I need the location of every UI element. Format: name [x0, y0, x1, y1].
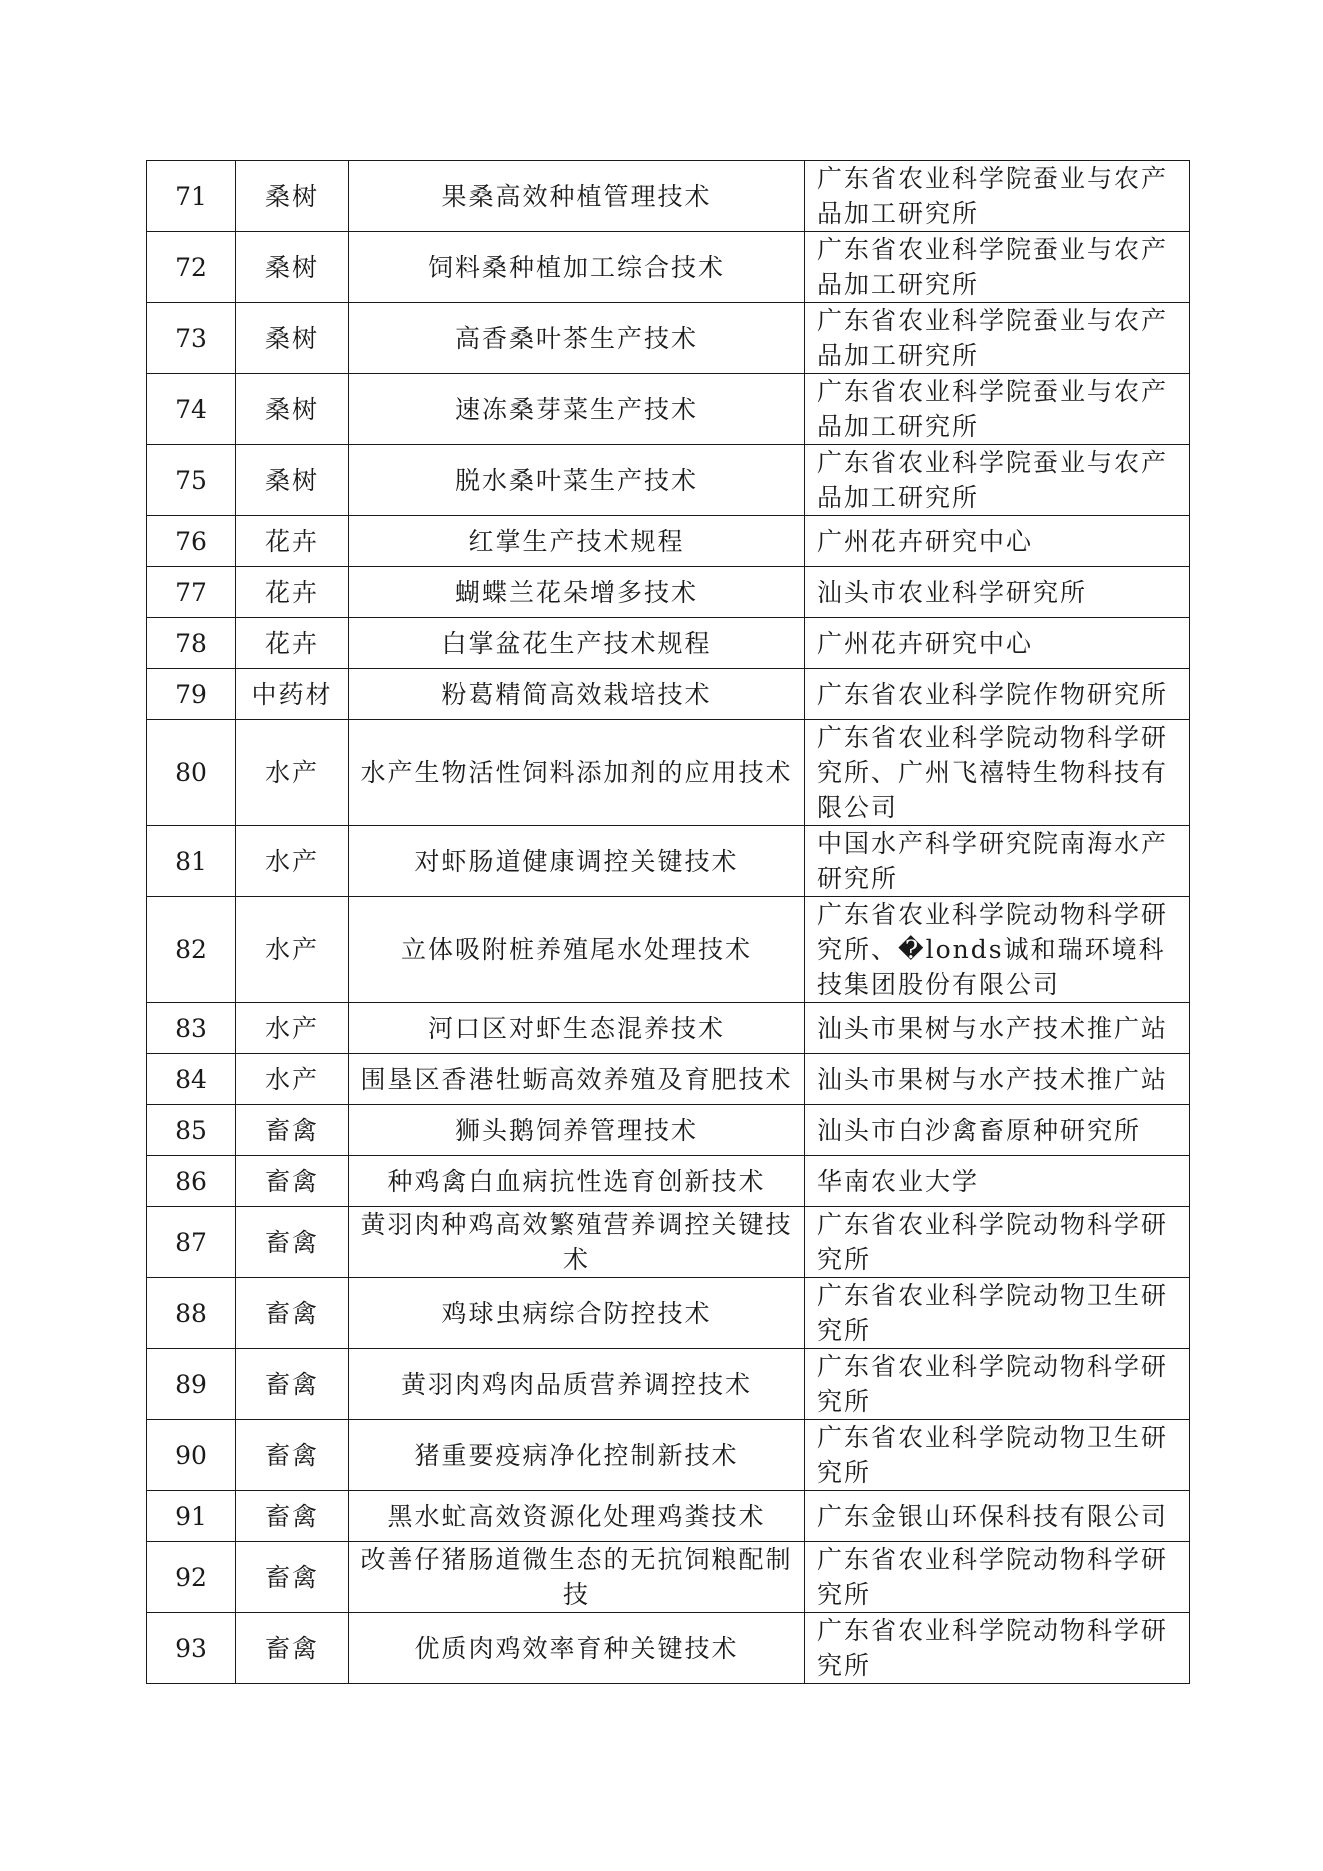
organization-cell: 广东金银山环保科技有限公司	[805, 1491, 1190, 1542]
category-cell: 畜禽	[236, 1278, 349, 1349]
category-cell: 桑树	[236, 161, 349, 232]
technology-cell: 围垦区香港牡蛎高效养殖及育肥技术	[349, 1054, 805, 1105]
technology-cell: 果桑高效种植管理技术	[349, 161, 805, 232]
organization-cell: 中国水产科学研究院南海水产研究所	[805, 826, 1190, 897]
category-cell: 水产	[236, 1054, 349, 1105]
table-row	[147, 445, 1190, 516]
category-cell: 桑树	[236, 374, 349, 445]
row-number: 93	[147, 1613, 236, 1684]
table-row	[147, 1349, 1190, 1420]
table-row	[147, 897, 1190, 1003]
category-cell: 花卉	[236, 567, 349, 618]
category-cell: 花卉	[236, 516, 349, 567]
technology-cell: 速冻桑芽菜生产技术	[349, 374, 805, 445]
table-row	[147, 1054, 1190, 1105]
category-cell: 花卉	[236, 618, 349, 669]
row-number: 78	[147, 618, 236, 669]
technology-cell: 鸡球虫病综合防控技术	[349, 1278, 805, 1349]
category-cell: 畜禽	[236, 1613, 349, 1684]
row-number: 82	[147, 897, 236, 1003]
organization-cell: 汕头市白沙禽畜原种研究所	[805, 1105, 1190, 1156]
row-number: 89	[147, 1349, 236, 1420]
row-number: 87	[147, 1207, 236, 1278]
row-number: 74	[147, 374, 236, 445]
technology-cell: 黄羽肉种鸡高效繁殖营养调控关键技术	[349, 1207, 805, 1278]
technology-cell: 红掌生产技术规程	[349, 516, 805, 567]
category-cell: 畜禽	[236, 1491, 349, 1542]
row-number: 81	[147, 826, 236, 897]
technology-cell: 猪重要疫病净化控制新技术	[349, 1420, 805, 1491]
row-number: 76	[147, 516, 236, 567]
row-number: 91	[147, 1491, 236, 1542]
technology-cell: 优质肉鸡效率育种关键技术	[349, 1613, 805, 1684]
category-cell: 中药材	[236, 669, 349, 720]
category-cell: 畜禽	[236, 1207, 349, 1278]
organization-cell: 广东省农业科学院动物科学研究所	[805, 1349, 1190, 1420]
table-row	[147, 232, 1190, 303]
technology-cell: 高香桑叶茶生产技术	[349, 303, 805, 374]
organization-cell: 汕头市农业科学研究所	[805, 567, 1190, 618]
table-row	[147, 516, 1190, 567]
organization-cell: 广东省农业科学院作物研究所	[805, 669, 1190, 720]
table-row	[147, 1420, 1190, 1491]
organization-cell: 广东省农业科学院动物科学研究所	[805, 1542, 1190, 1613]
technology-cell: 水产生物活性饲料添加剂的应用技术	[349, 720, 805, 826]
technology-table	[146, 160, 1190, 1684]
technology-cell: 种鸡禽白血病抗性选育创新技术	[349, 1156, 805, 1207]
category-cell: 桑树	[236, 445, 349, 516]
table-row	[147, 1105, 1190, 1156]
category-cell: 桑树	[236, 232, 349, 303]
technology-cell: 河口区对虾生态混养技术	[349, 1003, 805, 1054]
organization-cell: 广东省农业科学院动物科学研究所	[805, 1613, 1190, 1684]
organization-cell: 广东省农业科学院蚕业与农产品加工研究所	[805, 445, 1190, 516]
organization-cell: 广东省农业科学院动物科学研究所、广州飞禧特生物科技有限公司	[805, 720, 1190, 826]
technology-cell: 狮头鹅饲养管理技术	[349, 1105, 805, 1156]
table-row	[147, 1491, 1190, 1542]
technology-cell: 对虾肠道健康调控关键技术	[349, 826, 805, 897]
table-row	[147, 618, 1190, 669]
technology-cell: 立体吸附桩养殖尾水处理技术	[349, 897, 805, 1003]
organization-cell: 广东省农业科学院动物科学研究所	[805, 1207, 1190, 1278]
organization-cell: 华南农业大学	[805, 1156, 1190, 1207]
organization-cell: 广东省农业科学院蚕业与农产品加工研究所	[805, 232, 1190, 303]
category-cell: 水产	[236, 897, 349, 1003]
row-number: 85	[147, 1105, 236, 1156]
table-row	[147, 1207, 1190, 1278]
row-number: 86	[147, 1156, 236, 1207]
organization-cell: 广州花卉研究中心	[805, 516, 1190, 567]
row-number: 90	[147, 1420, 236, 1491]
category-cell: 畜禽	[236, 1420, 349, 1491]
technology-cell: 脱水桑叶菜生产技术	[349, 445, 805, 516]
technology-cell: 饲料桑种植加工综合技术	[349, 232, 805, 303]
row-number: 73	[147, 303, 236, 374]
technology-cell: 粉葛精简高效栽培技术	[349, 669, 805, 720]
row-number: 83	[147, 1003, 236, 1054]
organization-cell: 汕头市果树与水产技术推广站	[805, 1054, 1190, 1105]
row-number: 72	[147, 232, 236, 303]
row-number: 75	[147, 445, 236, 516]
organization-cell: 广东省农业科学院动物科学研究所、�londs诚和瑞环境科技集团股份有限公司	[805, 897, 1190, 1003]
row-number: 77	[147, 567, 236, 618]
table-row	[147, 1278, 1190, 1349]
category-cell: 畜禽	[236, 1156, 349, 1207]
table-row	[147, 1003, 1190, 1054]
technology-cell: 黄羽肉鸡肉品质营养调控技术	[349, 1349, 805, 1420]
technology-cell: 改善仔猪肠道微生态的无抗饲粮配制技	[349, 1542, 805, 1613]
row-number: 71	[147, 161, 236, 232]
category-cell: 水产	[236, 1003, 349, 1054]
table-row	[147, 303, 1190, 374]
category-cell: 畜禽	[236, 1542, 349, 1613]
category-cell: 水产	[236, 720, 349, 826]
table-row	[147, 826, 1190, 897]
technology-cell: 白掌盆花生产技术规程	[349, 618, 805, 669]
row-number: 88	[147, 1278, 236, 1349]
organization-cell: 广东省农业科学院动物卫生研究所	[805, 1420, 1190, 1491]
organization-cell: 汕头市果树与水产技术推广站	[805, 1003, 1190, 1054]
table-row	[147, 1542, 1190, 1613]
organization-cell: 广州花卉研究中心	[805, 618, 1190, 669]
table-row	[147, 161, 1190, 232]
organization-cell: 广东省农业科学院蚕业与农产品加工研究所	[805, 374, 1190, 445]
table-row	[147, 669, 1190, 720]
table-row	[147, 720, 1190, 826]
row-number: 92	[147, 1542, 236, 1613]
category-cell: 畜禽	[236, 1349, 349, 1420]
table-row	[147, 567, 1190, 618]
table-row	[147, 1156, 1190, 1207]
organization-cell: 广东省农业科学院动物卫生研究所	[805, 1278, 1190, 1349]
technology-cell: 蝴蝶兰花朵增多技术	[349, 567, 805, 618]
category-cell: 水产	[236, 826, 349, 897]
row-number: 84	[147, 1054, 236, 1105]
organization-cell: 广东省农业科学院蚕业与农产品加工研究所	[805, 303, 1190, 374]
row-number: 79	[147, 669, 236, 720]
category-cell: 桑树	[236, 303, 349, 374]
table-row	[147, 374, 1190, 445]
category-cell: 畜禽	[236, 1105, 349, 1156]
organization-cell: 广东省农业科学院蚕业与农产品加工研究所	[805, 161, 1190, 232]
row-number: 80	[147, 720, 236, 826]
table-row	[147, 1613, 1190, 1684]
technology-cell: 黑水虻高效资源化处理鸡粪技术	[349, 1491, 805, 1542]
